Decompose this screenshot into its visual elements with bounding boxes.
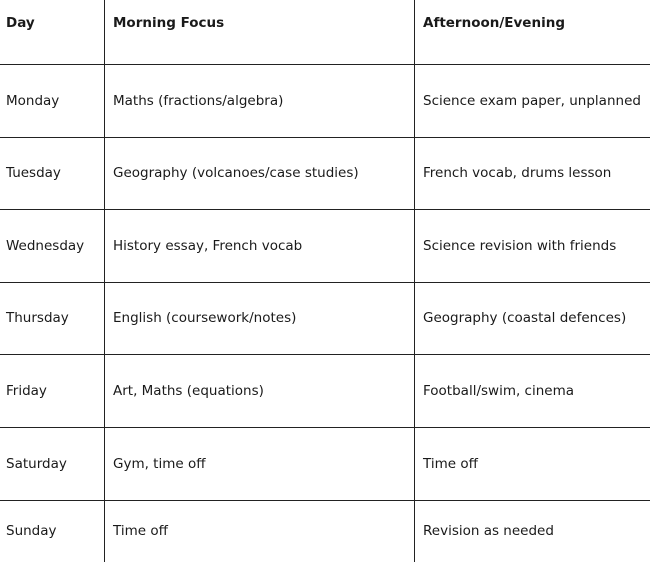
afternoon-cell: Science exam paper, unplanned [423,92,641,109]
afternoon-cell: Science revision with friends [423,237,617,254]
table-row [0,501,650,562]
morning-cell: History essay, French vocab [113,237,303,254]
table-row [0,65,650,138]
day-cell: Tuesday [6,165,61,182]
afternoon-cell: Geography (coastal defences) [423,310,627,327]
day-cell: Sunday [6,523,57,540]
day-cell: Friday [6,382,47,399]
header-morning-focus: Morning Focus [113,15,225,31]
afternoon-cell: Time off [423,455,478,472]
morning-cell: English (coursework/notes) [113,310,297,327]
morning-cell: Art, Maths (equations) [113,382,264,399]
header-day: Day [6,15,35,31]
header-afternoon-evening: Afternoon/Evening [423,15,565,31]
morning-cell: Gym, time off [113,455,206,472]
day-cell: Thursday [6,310,69,327]
morning-cell: Maths (fractions/algebra) [113,92,284,109]
day-cell: Wednesday [6,237,85,254]
table-row [0,428,650,501]
day-cell: Saturday [6,455,67,472]
afternoon-cell: French vocab, drums lesson [423,165,612,182]
morning-cell: Time off [113,523,168,540]
table-row [0,355,650,428]
afternoon-cell: Revision as needed [423,523,554,540]
table-row [0,210,650,283]
table-row [0,138,650,210]
morning-cell: Geography (volcanoes/case studies) [113,165,359,182]
day-cell: Monday [6,92,60,109]
afternoon-cell: Football/swim, cinema [423,382,575,399]
table-header-row [0,0,650,65]
table-row [0,283,650,355]
